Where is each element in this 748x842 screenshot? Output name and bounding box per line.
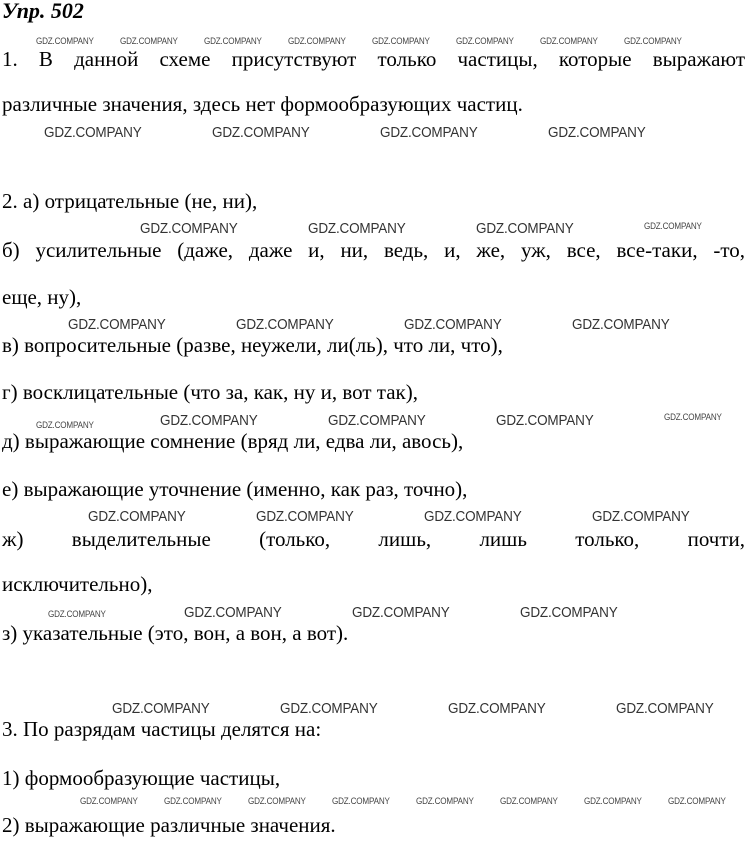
watermark: GDZ.COMPANY — [500, 796, 558, 806]
text-line: г) восклицательные (что за, как, ну и, вот так), — [2, 380, 418, 404]
text-line: 3. По разрядам частицы делятся на: — [2, 717, 322, 741]
text-line: 2. а) отрицательные (не, ни), — [2, 189, 258, 213]
watermark: GDZ.COMPANY — [288, 36, 346, 46]
watermark: GDZ.COMPANY — [332, 796, 390, 806]
text-line: з) указательные (это, вон, а вон, а вот). — [2, 621, 349, 645]
watermark: GDZ.COMPANY — [448, 700, 546, 717]
watermark: GDZ.COMPANY — [280, 700, 378, 717]
watermark: GDZ.COMPANY — [424, 508, 522, 525]
text-line: 1) формообразующие частицы, — [2, 766, 281, 790]
text-line: еще, ну), — [2, 285, 82, 309]
text-line: ж) выделительные (только, лишь, лишь только, почти, — [2, 527, 745, 551]
watermark: GDZ.COMPANY — [644, 221, 702, 231]
watermark: GDZ.COMPANY — [616, 700, 714, 717]
watermark: GDZ.COMPANY — [36, 36, 94, 46]
watermark: GDZ.COMPANY — [520, 604, 618, 621]
watermark: GDZ.COMPANY — [496, 412, 594, 429]
watermark: GDZ.COMPANY — [112, 700, 210, 717]
watermark: GDZ.COMPANY — [372, 36, 430, 46]
watermark: GDZ.COMPANY — [404, 316, 502, 333]
watermark: GDZ.COMPANY — [48, 609, 106, 619]
watermark: GDZ.COMPANY — [668, 796, 726, 806]
watermark: GDZ.COMPANY — [572, 316, 670, 333]
watermark: GDZ.COMPANY — [44, 124, 142, 141]
text-line: б) усилительные (даже, даже и, ни, ведь, и, же, уж, все, все-таки, -то, — [2, 238, 745, 262]
watermark: GDZ.COMPANY — [140, 220, 238, 237]
watermark: GDZ.COMPANY — [184, 604, 282, 621]
watermark: GDZ.COMPANY — [352, 604, 450, 621]
watermark: GDZ.COMPANY — [80, 796, 138, 806]
watermark: GDZ.COMPANY — [624, 36, 682, 46]
watermark: GDZ.COMPANY — [88, 508, 186, 525]
watermark: GDZ.COMPANY — [256, 508, 354, 525]
watermark: GDZ.COMPANY — [548, 124, 646, 141]
watermark: GDZ.COMPANY — [36, 420, 94, 430]
watermark: GDZ.COMPANY — [236, 316, 334, 333]
watermark: GDZ.COMPANY — [416, 796, 474, 806]
exercise-title: Упр. 502 — [2, 0, 84, 23]
text-line: д) выражающие сомнение (вряд ли, едва ли, авось), — [2, 429, 464, 453]
text-line: в) вопросительные (разве, неужели, ли(ль), что ли, что), — [2, 333, 503, 357]
watermark: GDZ.COMPANY — [476, 220, 574, 237]
watermark: GDZ.COMPANY — [68, 316, 166, 333]
watermark: GDZ.COMPANY — [212, 124, 310, 141]
text-line: е) выражающие уточнение (именно, как раз, точно), — [2, 477, 468, 501]
watermark: GDZ.COMPANY — [380, 124, 478, 141]
text-line: 1. В данной схеме присутствуют только частицы, которые выражают — [2, 47, 745, 71]
watermark: GDZ.COMPANY — [328, 412, 426, 429]
watermark: GDZ.COMPANY — [664, 412, 722, 422]
watermark: GDZ.COMPANY — [164, 796, 222, 806]
text-line: исключительно), — [2, 572, 153, 596]
watermark: GDZ.COMPANY — [160, 412, 258, 429]
watermark: GDZ.COMPANY — [456, 36, 514, 46]
text-line: различные значения, здесь нет формообразующих частиц. — [2, 92, 523, 116]
text-line: 2) выражающие различные значения. — [2, 813, 336, 837]
watermark: GDZ.COMPANY — [308, 220, 406, 237]
watermark: GDZ.COMPANY — [584, 796, 642, 806]
watermark: GDZ.COMPANY — [120, 36, 178, 46]
watermark: GDZ.COMPANY — [248, 796, 306, 806]
watermark: GDZ.COMPANY — [540, 36, 598, 46]
watermark: GDZ.COMPANY — [592, 508, 690, 525]
watermark: GDZ.COMPANY — [204, 36, 262, 46]
